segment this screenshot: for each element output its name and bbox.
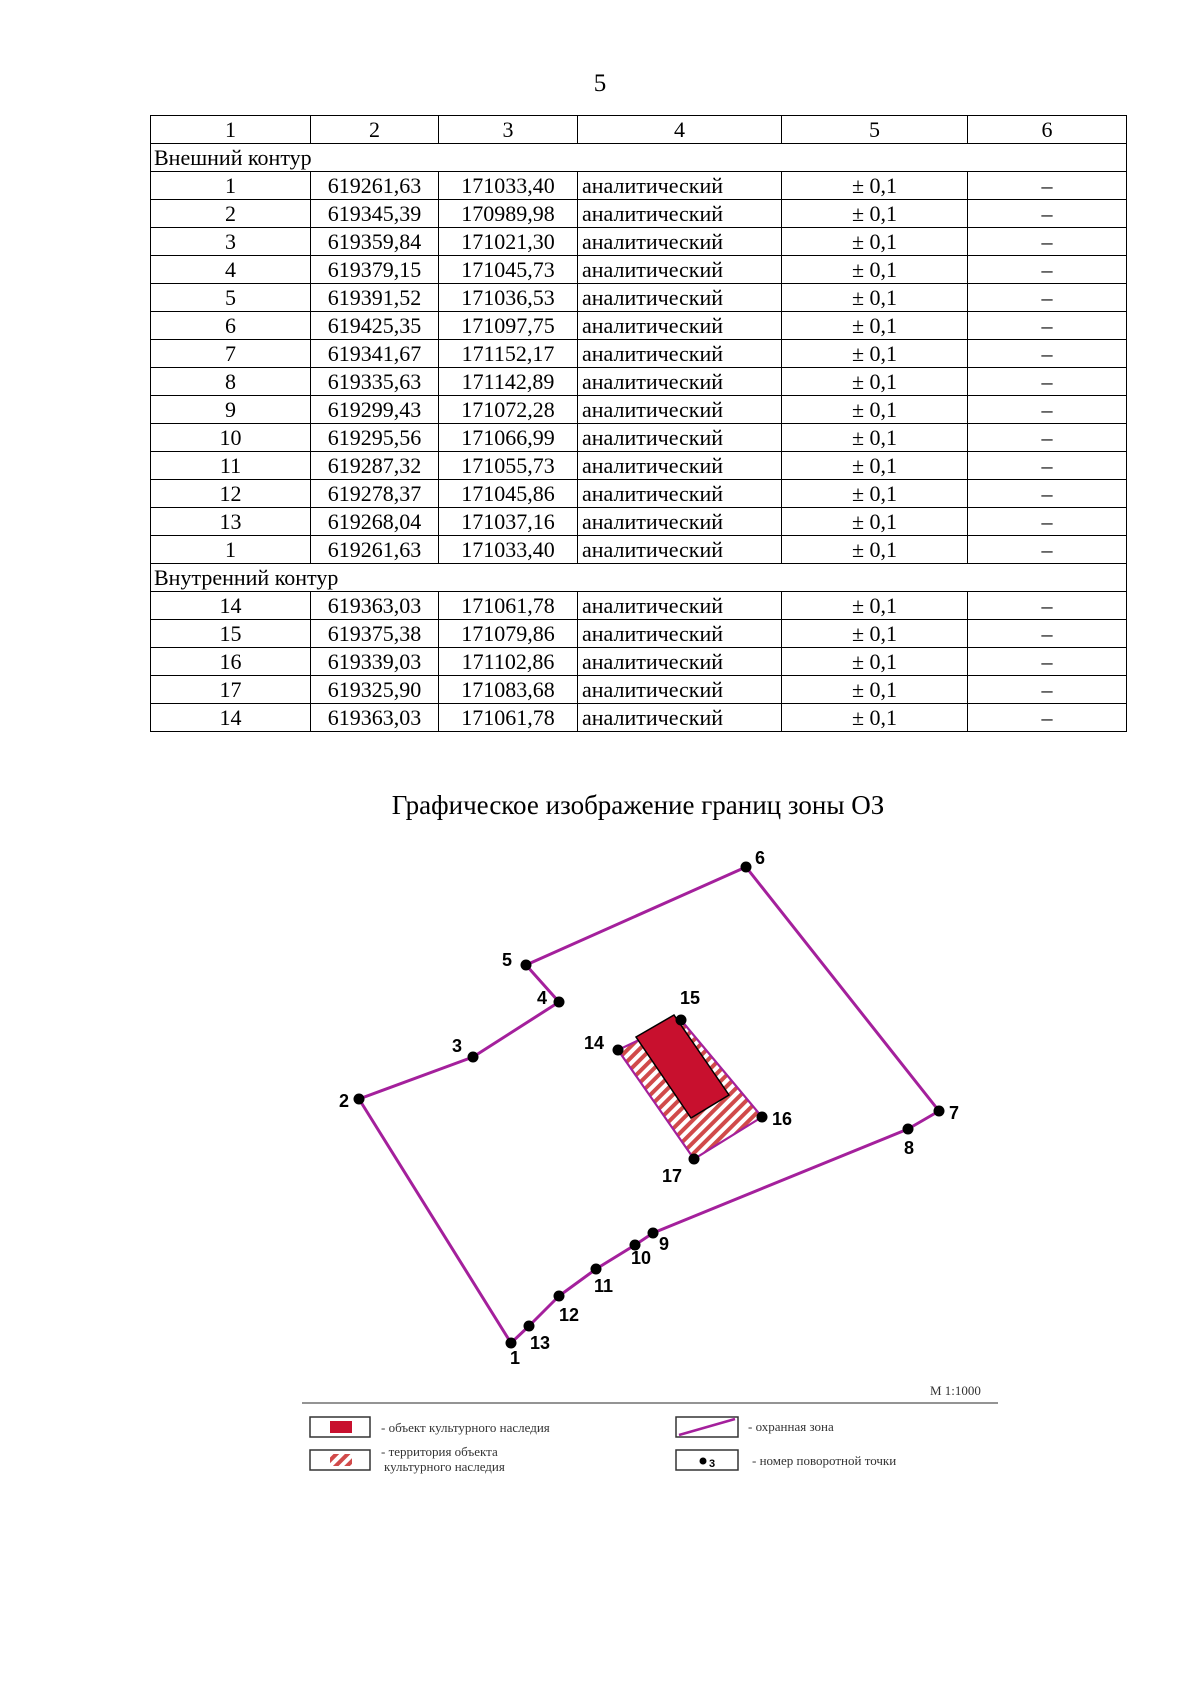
col-y-cell: 171152,17 (439, 340, 578, 368)
col-method-cell: аналитический (578, 200, 782, 228)
col-accuracy-cell: ± 0,1 (782, 256, 968, 284)
col-note-cell: – (968, 452, 1127, 480)
col-accuracy-cell: ± 0,1 (782, 536, 968, 564)
col-method-cell: аналитический (578, 592, 782, 620)
col-x-cell: 619425,35 (311, 312, 439, 340)
col-x-cell: 619268,04 (311, 508, 439, 536)
col-y-cell: 171102,86 (439, 648, 578, 676)
turning-point-14 (613, 1045, 624, 1056)
col-x-cell: 619335,63 (311, 368, 439, 396)
col-accuracy-cell: ± 0,1 (782, 704, 968, 732)
col-note-cell: – (968, 396, 1127, 424)
col-point-cell: 3 (151, 228, 311, 256)
col-y-cell: 171045,73 (439, 256, 578, 284)
legend (310, 1417, 896, 1474)
col-point-cell: 15 (151, 620, 311, 648)
col-note-cell: – (968, 592, 1127, 620)
col-accuracy-cell: ± 0,1 (782, 452, 968, 480)
col-method-cell: аналитический (578, 648, 782, 676)
col-method-cell: аналитический (578, 368, 782, 396)
turning-point-2 (354, 1094, 365, 1105)
inner-contour-section-label: Внутренний контур (151, 564, 1127, 592)
turning-point-label: 5 (502, 950, 513, 970)
legend-point-box (676, 1450, 738, 1470)
col-point-cell: 7 (151, 340, 311, 368)
col-point-cell: 13 (151, 508, 311, 536)
col-note-cell: – (968, 368, 1127, 396)
turning-point-8 (903, 1124, 914, 1135)
legend-territory-text-2: культурного наследия (384, 1459, 505, 1474)
turning-point-label: 15 (680, 988, 701, 1008)
col-accuracy-cell: ± 0,1 (782, 592, 968, 620)
turning-point-label: 7 (949, 1103, 960, 1123)
col-point-cell: 11 (151, 452, 311, 480)
col-y-cell: 3 (439, 116, 578, 144)
turning-point-label: 12 (559, 1305, 580, 1325)
col-method-cell: аналитический (578, 452, 782, 480)
col-y-cell: 171066,99 (439, 424, 578, 452)
turning-point-label: 13 (530, 1333, 551, 1353)
page-number: 5 (593, 70, 607, 97)
turning-point-4 (554, 997, 565, 1008)
col-note-cell: – (968, 256, 1127, 284)
col-x-cell: 619278,37 (311, 480, 439, 508)
col-point-cell: 14 (151, 704, 311, 732)
legend-point-dot (700, 1458, 707, 1465)
col-x-cell: 619363,03 (311, 704, 439, 732)
col-method-cell: аналитический (578, 172, 782, 200)
col-method-cell: аналитический (578, 340, 782, 368)
col-point-cell: 16 (151, 648, 311, 676)
col-y-cell: 171142,89 (439, 368, 578, 396)
col-method-cell: аналитический (578, 620, 782, 648)
col-note-cell: 6 (968, 116, 1127, 144)
col-accuracy-cell: ± 0,1 (782, 620, 968, 648)
col-accuracy-cell: ± 0,1 (782, 228, 968, 256)
turning-point-label: 6 (755, 848, 766, 868)
col-point-cell: 6 (151, 312, 311, 340)
col-y-cell: 171045,86 (439, 480, 578, 508)
col-x-cell: 619379,15 (311, 256, 439, 284)
col-x-cell: 619391,52 (311, 284, 439, 312)
col-x-cell: 619299,43 (311, 396, 439, 424)
col-y-cell: 171079,86 (439, 620, 578, 648)
protection-zone-boundary (359, 867, 939, 1343)
col-x-cell: 619363,03 (311, 592, 439, 620)
col-note-cell: – (968, 172, 1127, 200)
turning-point-label: 2 (339, 1091, 350, 1111)
turning-point-label: 1 (510, 1348, 521, 1368)
col-accuracy-cell: ± 0,1 (782, 676, 968, 704)
legend-object-text: - объект культурного наследия (381, 1420, 550, 1435)
col-point-cell: 4 (151, 256, 311, 284)
turning-point-7 (934, 1106, 945, 1117)
col-y-cell: 171072,28 (439, 396, 578, 424)
col-point-cell: 5 (151, 284, 311, 312)
col-method-cell: аналитический (578, 536, 782, 564)
col-y-cell: 171097,75 (439, 312, 578, 340)
col-note-cell: – (968, 228, 1127, 256)
col-method-cell: аналитический (578, 284, 782, 312)
col-note-cell: – (968, 200, 1127, 228)
col-point-cell: 2 (151, 200, 311, 228)
turning-point-15 (676, 1015, 687, 1026)
turning-point-13 (524, 1321, 535, 1332)
col-x-cell: 619325,90 (311, 676, 439, 704)
turning-point-label: 11 (594, 1276, 614, 1296)
col-accuracy-cell: ± 0,1 (782, 648, 968, 676)
col-x-cell: 2 (311, 116, 439, 144)
col-method-cell: аналитический (578, 228, 782, 256)
col-x-cell: 619261,63 (311, 172, 439, 200)
col-note-cell: – (968, 704, 1127, 732)
col-point-cell: 9 (151, 396, 311, 424)
col-point-cell: 14 (151, 592, 311, 620)
turning-point-3 (468, 1052, 479, 1063)
col-method-cell: аналитический (578, 704, 782, 732)
col-y-cell: 171036,53 (439, 284, 578, 312)
col-note-cell: – (968, 620, 1127, 648)
legend-zone-text: - охранная зона (748, 1419, 834, 1434)
col-accuracy-cell: ± 0,1 (782, 480, 968, 508)
col-note-cell: – (968, 676, 1127, 704)
col-note-cell: – (968, 284, 1127, 312)
turning-point-label: 3 (452, 1036, 463, 1056)
legend-point-sample: 3 (709, 1458, 716, 1470)
col-y-cell: 171021,30 (439, 228, 578, 256)
col-accuracy-cell: ± 0,1 (782, 312, 968, 340)
turning-point-label: 8 (904, 1138, 915, 1158)
turning-point-label: 16 (772, 1109, 793, 1129)
col-x-cell: 619359,84 (311, 228, 439, 256)
col-note-cell: – (968, 424, 1127, 452)
col-accuracy-cell: ± 0,1 (782, 396, 968, 424)
col-note-cell: – (968, 536, 1127, 564)
turning-point-16 (757, 1112, 768, 1123)
col-y-cell: 171037,16 (439, 508, 578, 536)
col-method-cell: аналитический (578, 508, 782, 536)
col-y-cell: 171083,68 (439, 676, 578, 704)
col-note-cell: – (968, 648, 1127, 676)
turning-point-label: 9 (659, 1234, 670, 1254)
col-point-cell: 17 (151, 676, 311, 704)
col-x-cell: 619287,32 (311, 452, 439, 480)
col-accuracy-cell: ± 0,1 (782, 424, 968, 452)
col-note-cell: – (968, 312, 1127, 340)
col-x-cell: 619341,67 (311, 340, 439, 368)
col-note-cell: – (968, 480, 1127, 508)
col-point-cell: 1 (151, 536, 311, 564)
turning-point-11 (591, 1264, 602, 1275)
col-accuracy-cell: ± 0,1 (782, 508, 968, 536)
col-x-cell: 619345,39 (311, 200, 439, 228)
outer-contour-section-label: Внешний контур (151, 144, 1127, 172)
scale-label: М 1:1000 (930, 1383, 981, 1398)
col-x-cell: 619375,38 (311, 620, 439, 648)
legend-territory-swatch (330, 1454, 352, 1466)
turning-point-label: 10 (631, 1248, 652, 1268)
turning-point-9 (648, 1228, 659, 1239)
col-point-cell: 8 (151, 368, 311, 396)
col-accuracy-cell: ± 0,1 (782, 368, 968, 396)
legend-point-text: - номер поворотной точки (752, 1453, 897, 1468)
col-method-cell: аналитический (578, 312, 782, 340)
col-accuracy-cell: ± 0,1 (782, 200, 968, 228)
col-x-cell: 619339,03 (311, 648, 439, 676)
turning-point-label: 17 (662, 1166, 683, 1186)
col-x-cell: 619295,56 (311, 424, 439, 452)
col-x-cell: 619261,63 (311, 536, 439, 564)
plan-title: Графическое изображение границ зоны ОЗ (391, 790, 885, 820)
legend-object-swatch (330, 1421, 352, 1433)
col-note-cell: – (968, 340, 1127, 368)
col-y-cell: 171033,40 (439, 536, 578, 564)
turning-point-5 (521, 960, 532, 971)
col-method-cell: аналитический (578, 424, 782, 452)
col-point-cell: 12 (151, 480, 311, 508)
col-accuracy-cell: ± 0,1 (782, 172, 968, 200)
col-point-cell: 1 (151, 116, 311, 144)
legend-territory-text-1: - территория объекта (381, 1444, 498, 1459)
turning-point-1 (506, 1338, 517, 1349)
col-accuracy-cell: ± 0,1 (782, 340, 968, 368)
col-method-cell: аналитический (578, 256, 782, 284)
col-y-cell: 170989,98 (439, 200, 578, 228)
col-accuracy-cell: 5 (782, 116, 968, 144)
col-y-cell: 171061,78 (439, 704, 578, 732)
col-method-cell: аналитический (578, 480, 782, 508)
col-method-cell: аналитический (578, 396, 782, 424)
col-point-cell: 1 (151, 172, 311, 200)
col-y-cell: 171055,73 (439, 452, 578, 480)
turning-point-label: 14 (584, 1033, 605, 1053)
turning-point-6 (741, 862, 752, 873)
col-accuracy-cell: ± 0,1 (782, 284, 968, 312)
turning-point-17 (689, 1154, 700, 1165)
col-note-cell: – (968, 508, 1127, 536)
turning-point-label: 4 (537, 988, 548, 1008)
turning-point-12 (554, 1291, 565, 1302)
col-y-cell: 171033,40 (439, 172, 578, 200)
col-point-cell: 10 (151, 424, 311, 452)
col-y-cell: 171061,78 (439, 592, 578, 620)
col-method-cell: 4 (578, 116, 782, 144)
col-method-cell: аналитический (578, 676, 782, 704)
